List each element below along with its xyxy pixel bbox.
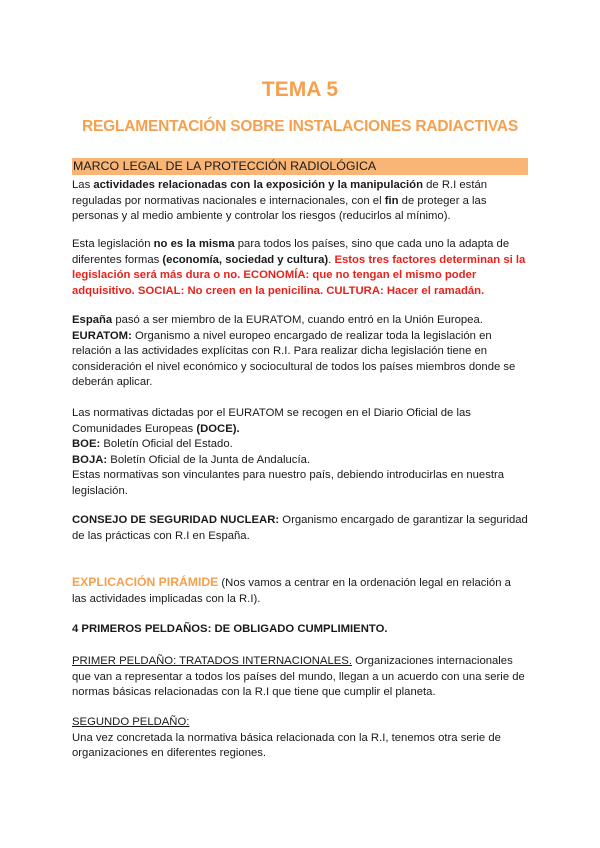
text: . xyxy=(328,253,335,266)
paragraph-segundo-peldano xyxy=(72,715,528,762)
bold-text: BOJA: xyxy=(72,453,108,466)
text: Boletín Oficial de la Junta de Andalucía. xyxy=(107,453,311,466)
paragraph-euratom xyxy=(72,313,528,391)
text: Las xyxy=(72,179,94,191)
text: para todos los países, sino que cada uno la adapta de diferentes formas xyxy=(72,238,510,266)
section-heading: MARCO LEGAL DE LA PROTECCIÓN RADIOLÓGICA xyxy=(72,158,528,175)
page-subtitle: REGLAMENTACIÓN SOBRE INSTALACIONES RADIACTIVAS xyxy=(81,118,518,135)
bold-text: España xyxy=(72,314,113,326)
bold-text: 4 PRIMEROS PELDAÑOS: DE OBLIGADO CUMPLIMIENTO. xyxy=(72,623,388,635)
orange-heading: EXPLICACIÓN PIRÁMIDE xyxy=(72,575,219,589)
bold-text: CONSEJO DE SEGURIDAD NUCLEAR: xyxy=(72,514,280,526)
paragraph-primer-peldano xyxy=(72,654,528,701)
text: Las normativas dictadas por el EURATOM se recogen en el Diario Oficial de las Comunidades Europeas xyxy=(72,407,471,435)
paragraph-peldanos xyxy=(72,622,528,638)
red-note: Estos tres factores determinan si la legislación será más dura o no. ECONOMÍA: que no tengan el mismo poder adquisitivo. SOCIAL: No creen en la penicilina. CULTURA: Hacer el ramadán. xyxy=(72,253,526,297)
text: de proteger a las personas y al medio ambiente y controlar los riesgos (reducirlos al mínimo). xyxy=(72,194,487,223)
bold-text: EURATOM: xyxy=(72,329,132,342)
bold-text: (DOCE). xyxy=(196,422,240,435)
bold-text: BOE: xyxy=(72,438,101,451)
bold-text: fin xyxy=(384,194,399,207)
paragraph-actividades xyxy=(72,178,528,225)
text: pasó a ser miembro de la EURATOM, cuando entró en la Unión Europea. xyxy=(112,314,483,326)
bold-text: (economía, sociedad y cultura) xyxy=(162,253,329,266)
text: Esta legislación xyxy=(72,238,154,250)
text: Boletín Oficial del Estado. xyxy=(100,438,233,451)
paragraph-piramide xyxy=(72,575,528,607)
paragraph-legislacion xyxy=(72,237,528,299)
underlined-heading: PRIMER PELDAÑO: TRATADOS INTERNACIONALES. xyxy=(72,655,352,667)
text: (Nos vamos a centrar en la ordenación legal en relación a las actividades implicadas con la R.I). xyxy=(72,577,511,605)
paragraph-csn xyxy=(72,513,528,544)
text: de R.I están reguladas por normativas nacionales e internacionales, con el xyxy=(72,179,488,207)
text: Organismo encargado de garantizar la seguridad de las prácticas con R.I en España. xyxy=(72,514,528,542)
bold-text: actividades relacionadas con la exposición y la manipulación xyxy=(93,179,423,191)
text: Estas normativas son vinculantes para nuestro país, debiendo introducirlas en nuestra legislación. xyxy=(72,469,505,497)
text: Una vez concretada la normativa básica relacionada con la R.I, tenemos otra serie de organizaciones en diferentes regiones. xyxy=(72,731,501,760)
text: Organizaciones internacionales que van a representar a todos los países del mundo, llegan a un acuerdo con una serie de normas básicas relacionadas con la R.I que tiene que cumplir el planeta. xyxy=(72,655,525,699)
text: Organismo a nivel europeo encargado de realizar toda la legislación en relación a las actividades explícitas con R.I. Para realizar dicha legislación tiene en consideración el nivel económico y sociocultural de todos los países miembros donde se deberán aplicar. xyxy=(72,329,516,389)
bold-text: no es la misma xyxy=(153,238,235,250)
page-title: TEMA 5 xyxy=(261,78,339,101)
paragraph-normativas xyxy=(72,406,528,500)
underlined-heading: SEGUNDO PELDAÑO: xyxy=(72,716,190,728)
